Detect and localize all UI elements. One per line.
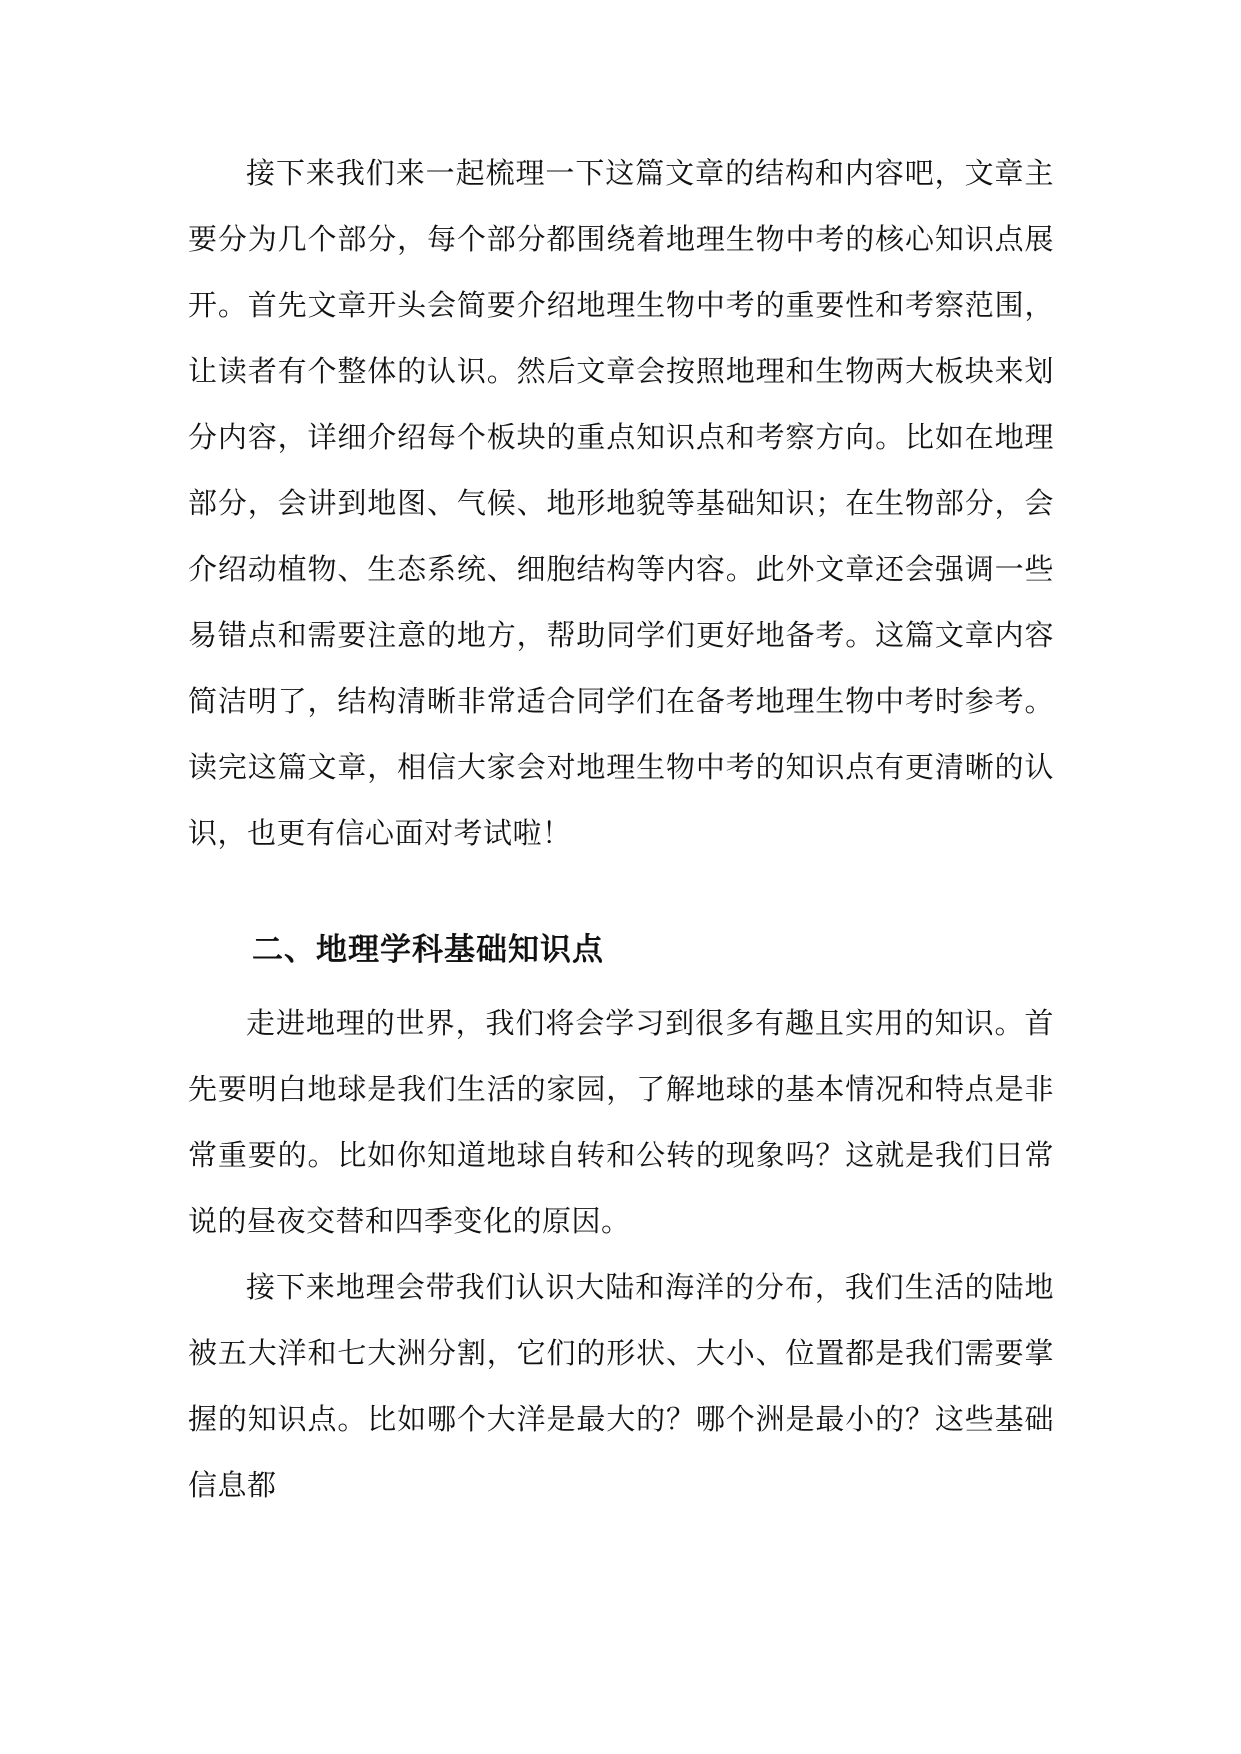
body-paragraph: 接下来我们来一起梳理一下这篇文章的结构和内容吧，文章主要分为几个部分，每个部分都围绕着地理生物中考的核心知识点展开。首先文章开头会简要介绍地理生物中考的重要性和考察范围，让读者有个整体的认识。然后文章会按照地理和生物两大板块来划分内容，详细介绍每个板块的重点知识点和考察方向。比如在地理部分，会讲到地图、气候、地形地貌等基础知识；在生物部分，会介绍动植物、生态系统、细胞结构等内容。此外文章还会强调一些易错点和需要注意的地方，帮助同学们更好地备考。这篇文章内容简洁明了，结构清晰非常适合同学们在备考地理生物中考时参考。读完这篇文章，相信大家会对地理生物中考的知识点有更清晰的认识，也更有信心面对考试啦！ [188,156,1054,850]
document-body [188,140,1054,1518]
section-heading: 二、地理学科基础知识点 [252,932,604,968]
body-paragraph: 走进地理的世界，我们将会学习到很多有趣且实用的知识。首先要明白地球是我们生活的家园，了解地球的基本情况和特点是非常重要的。比如你知道地球自转和公转的现象吗？这就是我们日常说的昼夜交替和四季变化的原因。 [188,1006,1054,1238]
body-paragraph: 接下来地理会带我们认识大陆和海洋的分布，我们生活的陆地被五大洋和七大洲分割，它们的形状、大小、位置都是我们需要掌握的知识点。比如哪个大洋是最大的？哪个洲是最小的？这些基础信息都 [188,1270,1054,1502]
